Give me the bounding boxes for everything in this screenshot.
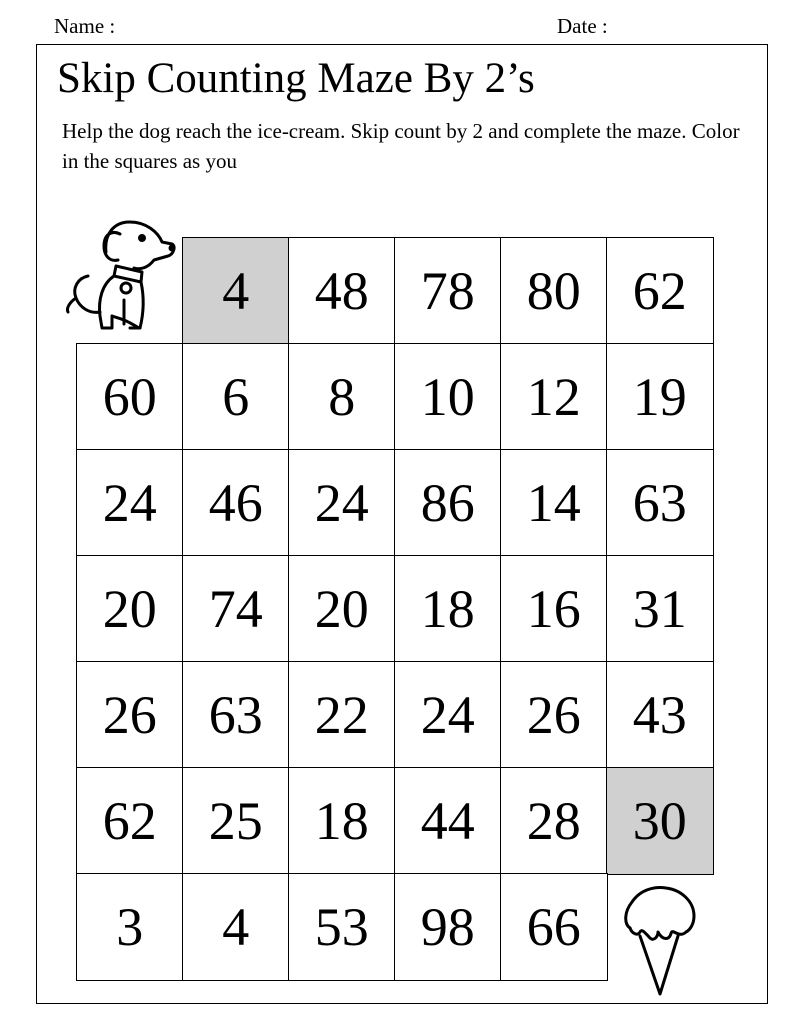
maze-cell: 26: [500, 661, 608, 769]
maze-cell: 24: [394, 661, 502, 769]
maze-cell: 86: [394, 449, 502, 557]
maze-cell: 4: [182, 237, 290, 345]
maze-cell: 62: [76, 767, 184, 875]
worksheet-title: Skip Counting Maze By 2’s: [57, 55, 535, 102]
maze-cell: 48: [288, 237, 396, 345]
instructions-text: Help the dog reach the ice-cream. Skip count by 2 and complete the maze. Color in the squares as you: [62, 119, 740, 173]
maze-cell: 53: [288, 873, 396, 981]
maze-cell: 10: [394, 343, 502, 451]
maze-cell: 18: [288, 767, 396, 875]
maze-cell: 22: [288, 661, 396, 769]
maze-cell: 3: [76, 873, 184, 981]
maze-cell: 28: [500, 767, 608, 875]
maze-cell: 20: [76, 555, 184, 663]
maze-cell: 16: [500, 555, 608, 663]
maze-cell: 63: [182, 661, 290, 769]
maze-cell: 6: [182, 343, 290, 451]
ice-cream-cone-icon: [620, 882, 700, 1000]
maze-cell: 20: [288, 555, 396, 663]
maze-cell: 44: [394, 767, 502, 875]
maze-cell: 24: [288, 449, 396, 557]
maze-cell: 74: [182, 555, 290, 663]
date-label: Date :: [557, 14, 608, 38]
maze-cell: 18: [394, 555, 502, 663]
maze-cell: 66: [500, 873, 608, 981]
maze-cell: 31: [606, 555, 714, 663]
maze-cell: 62: [606, 237, 714, 345]
maze-cell: 14: [500, 449, 608, 557]
maze-cell: 60: [76, 343, 184, 451]
maze-cell: 24: [76, 449, 184, 557]
maze-cell: 78: [394, 237, 502, 345]
maze-cell: 98: [394, 873, 502, 981]
maze-cell: 26: [76, 661, 184, 769]
maze-cell: 46: [182, 449, 290, 557]
dog-icon: [62, 212, 178, 334]
maze-grid: [76, 237, 712, 979]
maze-cell: 30: [606, 767, 714, 875]
maze-cell: 43: [606, 661, 714, 769]
maze-cell: 25: [182, 767, 290, 875]
maze-cell: 80: [500, 237, 608, 345]
maze-cell: 12: [500, 343, 608, 451]
maze-cell: 63: [606, 449, 714, 557]
maze-cell: 19: [606, 343, 714, 451]
maze-cell: 4: [182, 873, 290, 981]
maze-cell: 8: [288, 343, 396, 451]
name-label: Name :: [54, 14, 116, 38]
